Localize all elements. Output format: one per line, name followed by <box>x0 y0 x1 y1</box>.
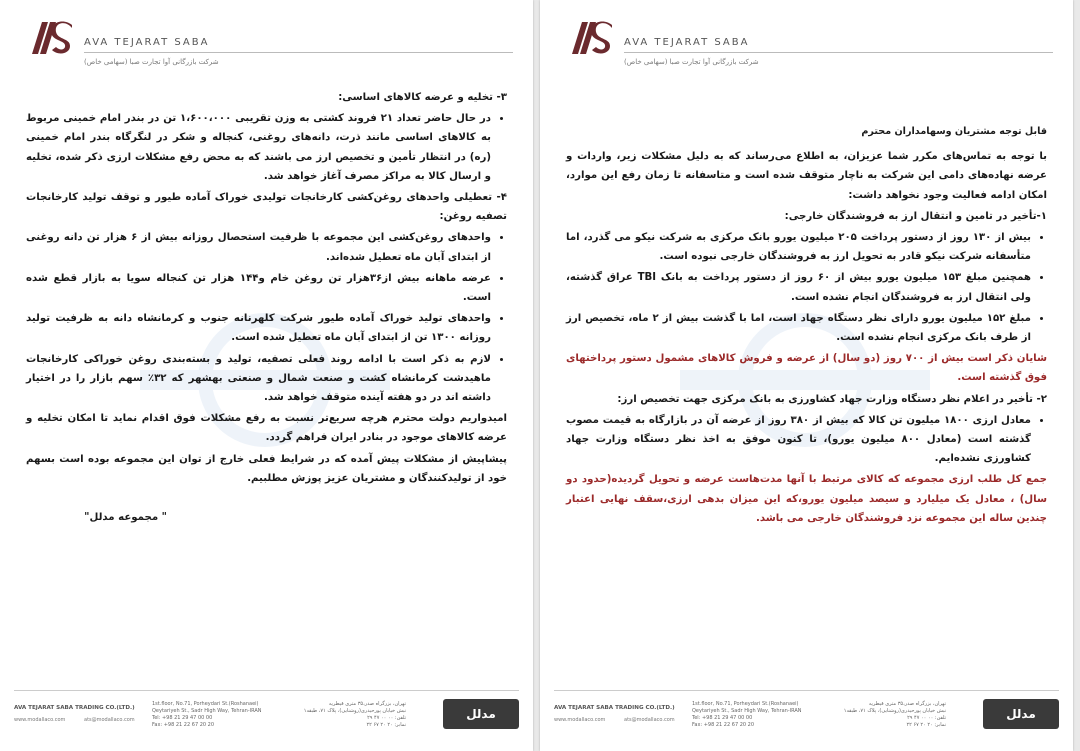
footer-address-line: نبش خیابان پورحیدری(روشنایی)، پلاک ۷۱، طبقه۱ <box>843 708 946 714</box>
letterhead-footer <box>14 690 519 737</box>
list-item: • معادل ارزی ۱۸۰۰ میلیون تن کالا که بیش از ۳۸۰ روز از عرضه آن در بازارگاه به قیمت مصوب گذشته است (معادل ۸۰۰ میلیون یورو)، تا کنون موفق به اخذ نظر دستگاه وزارت جهاد کشاورزی نشده‌ایم. <box>566 411 1031 469</box>
footer-address-en <box>692 701 822 729</box>
footer-address-line: 1st.floor, No.71, Porheydari St.(Roshanaei) <box>692 701 799 707</box>
footer-email[interactable]: ats@modallaco.com <box>84 717 135 723</box>
footer-address-line: Qeytariyeh St., Sadr High Way, Tehran-IRAN <box>152 708 262 714</box>
footer-fax: Fax: +98 21 22 67 20 20 <box>152 722 215 728</box>
company-name-fa: شرکت بازرگانی آوا تجارت صبا (سهامی خاص) <box>624 58 759 66</box>
letter-subject: قابل توجه مشتریان وسهامداران محترم <box>861 126 1047 137</box>
section-1-list <box>566 228 1047 347</box>
letterhead <box>570 14 1053 74</box>
footer-address-line: 1st.floor, No.71, Porheydari St.(Roshanaei) <box>152 701 259 707</box>
list-item: • عرضه ماهانه بیش از۳۶هزار تن روغن خام و۱۴۴ هزار تن کنجاله سویا به بازار قطع شده است. <box>26 269 491 307</box>
footer-address-fa <box>826 701 946 729</box>
footer-tel: Tel: +98 21 29 47 00 00 <box>152 715 213 721</box>
list-item: • لازم به ذکر است با ادامه روند فعلی تصفیه، تولید و بسته‌بندی روغن خوراکی کارخانجات ماهیدشت کرمانشاه کشت و صنعت شمال و صنعتی بهشهر که ۳۲٪ سهم بازار را در اختیار داشته اند در دو هفته آینده متوقف خواهد شد. <box>26 350 491 408</box>
right-page-content <box>566 122 1047 530</box>
section-2-list <box>566 411 1047 469</box>
footer-email[interactable]: ats@modallaco.com <box>624 717 675 723</box>
list-item: • همچنین مبلغ ۱۵۳ میلیون یورو بیش از ۶۰ روز از دستور پرداخت به بانک TBI عراق گذشته، ولی انتقال ارز به فروشندگان انجام نشده است. <box>566 268 1031 306</box>
list-item: • بیش از ۱۳۰ روز از دستور پرداخت ۲۰۵ میلیون یورو بانک مرکزی به شرکت نیکو می گذرد، اما متأسفانه شرکت نیکو قادر به تحویل ارز به فروشندگان خارجی نبوده است. <box>566 228 1031 266</box>
section-3-list <box>26 109 507 186</box>
footer-tel: Tel: +98 21 29 47 00 00 <box>692 715 753 721</box>
footer-address-line: نبش خیابان پورحیدری(روشنایی)، پلاک ۷۱، طبقه۱ <box>303 708 406 714</box>
closing-paragraph-2: پیشاپیش از مشکلات پیش آمده که در شرایط فعلی خارج از توان این مجموعه بوده است بسهم خود از تولیدکنندگان و مشتریان عزیز پوزش مطلبیم. <box>26 453 507 484</box>
highlight-note-1: شایان ذکر است بیش از ۷۰۰ روز (دو سال) از عرضه و فروش کالاهای مشمول دستور پرداختهای فوق گذشته است. <box>566 353 1047 384</box>
header-divider <box>84 52 513 53</box>
closing-paragraph-1: امیدواریم دولت محترم هرچه سریع‌تر نسبت به رفع مشکلات فوق اقدام نماید تا امکان تخلیه و عرضه کالاهای موجود در بنادر ایران فراهم گردد. <box>26 413 507 444</box>
footer-company-en: AVA TEJARAT SABA TRADING CO.(LTD.) <box>14 705 135 711</box>
section-3-title: ۳- تخلیه و عرضه کالاهای اساسی: <box>338 92 507 103</box>
footer-address-line: تهران، بزرگراه صدر،۳۵ متری قیطریه <box>328 701 406 707</box>
section-2-title: ۲- تأخیر در اعلام نظر دستگاه وزارت جهاد کشاورزی به بانک مرکزی جهت تخصیص ارز: <box>617 393 1047 405</box>
document-page-right <box>540 0 1073 751</box>
list-item: • واحدهای تولید خوراک آماده طیور شرکت کلهرنانه جنوب و کرمانشاه دانه به ظرفیت تولید روزانه ۱۳۰۰ تن از ابتدای آبان ماه تعطیل شده است. <box>26 309 491 347</box>
signature: " مجموعه مدلل" <box>84 512 167 524</box>
footer-fax: نمابر: ۲۰ ۲۰ ۶۷ ۲۲ <box>366 722 406 728</box>
footer-website[interactable]: www.modallaco.com <box>14 717 66 723</box>
section-1-title: ۱-تأخیر در تامین و انتقال ارز به فروشندگان خارجی: <box>784 210 1047 222</box>
company-name-fa: شرکت بازرگانی آوا تجارت صبا (سهامی خاص) <box>84 58 219 66</box>
brand-logo: مدلل <box>443 699 519 729</box>
footer-address-line: Qeytariyeh St., Sadr High Way, Tehran-IRAN <box>692 708 802 714</box>
footer-fax: نمابر: ۲۰ ۲۰ ۶۷ ۲۲ <box>906 722 946 728</box>
letterhead-footer <box>554 690 1059 737</box>
document-page-left <box>0 0 533 751</box>
company-logo-icon <box>570 20 614 56</box>
footer-address-line: تهران، بزرگراه صدر،۳۵ متری قیطریه <box>868 701 946 707</box>
list-item: • مبلغ ۱۵۲ میلیون یورو دارای نظر دستگاه جهاد است، اما با گذشت بیش از ۲ ماه، تخصیص ارز از طرف بانک مرکزی انجام نشده است. <box>566 309 1031 347</box>
list-item: • در حال حاضر تعداد ۲۱ فروند کشتی به وزن تقریبی ۱،۶۰۰،۰۰۰ تن در بندر امام خمینی مربوط به کالاهای اساسی مانند ذرت، دانه‌های روغنی، کنجاله و شکر در لنگرگاه بندر امام خمینی (ره) در انتظار تأمین و تخصیص ارز می باشند که به محض رفع مشکلات ارزی ذکر شده، تخلیه و ارسال کالا به مراکز مصرف آغاز خواهد شد. <box>26 109 491 186</box>
footer-tel: تلفن: ۰۰ ۰۰ ۴۷ ۲۹ <box>367 715 406 721</box>
footer-tel: تلفن: ۰۰ ۰۰ ۴۷ ۲۹ <box>907 715 946 721</box>
company-name-en: AVA TEJARAT SABA <box>84 37 210 48</box>
footer-website[interactable]: www.modallaco.com <box>554 717 606 723</box>
section-4-list <box>26 228 507 407</box>
footer-company-en: AVA TEJARAT SABA TRADING CO.(LTD.) <box>554 705 675 711</box>
left-page-content <box>26 88 507 529</box>
footer-fax: Fax: +98 21 22 67 20 20 <box>692 722 755 728</box>
section-4-title: ۴- تعطیلی واحدهای روغن‌کشی کارخانجات تولیدی خوراک آماده طیور و توقف تولید کارخانجات تصفیه روغن: <box>26 192 507 223</box>
footer-address-en <box>152 701 282 729</box>
intro-paragraph: با توجه به تماس‌های مکرر شما عزیزان، به اطلاع می‌رساند که به دلیل مشکلات زیر، واردات و عرضه نهاده‌های دامی این شرکت به ناچار متوقف شده است و متاسفانه تا زمان رفع این موارد، امکان ادامه فعالیت وجود نخواهد داشت: <box>566 151 1047 201</box>
header-divider <box>624 52 1053 53</box>
company-name-en: AVA TEJARAT SABA <box>624 37 750 48</box>
company-logo-icon <box>30 20 74 56</box>
letterhead <box>30 14 513 74</box>
brand-logo: مدلل <box>983 699 1059 729</box>
footer-address-fa <box>286 701 406 729</box>
highlight-note-2: جمع کل طلب ارزی مجموعه که کالای مرتبط با آنها مدت‌هاست عرضه و تحویل گردیده(حدود دو سال) ، معادل یک میلیارد و سیصد میلیون یورو،که این میزان بدهی ارزی،سقف نهایی اعتبار چندین ساله این مجموعه نزد فروشندگان خارجی می باشد. <box>566 474 1047 524</box>
list-item: • واحدهای روغن‌کشی این مجموعه با ظرفیت استحصال روزانه بیش از ۶ هزار تن دانه روغنی از ابتدای آبان ماه تعطیل شده‌اند. <box>26 228 491 266</box>
